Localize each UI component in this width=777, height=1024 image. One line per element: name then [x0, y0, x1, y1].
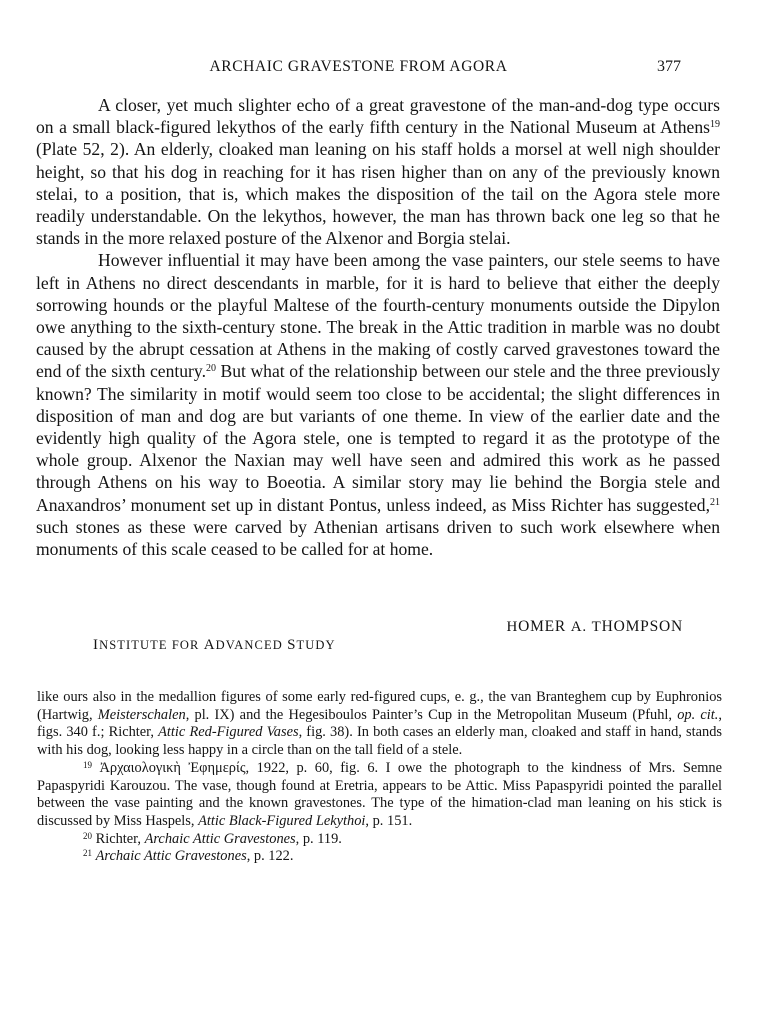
inst-initial-4: S — [287, 637, 297, 653]
footnote-19-text-1: , 1922, p. 60, fig. 6. I owe the photograph to the kindness of Mrs. Semne Papaspyridi Karouzou. The vase, though found at Eretria, appears to be Attic. Miss Papaspyridi pointed the parallel between the vase painting and the known gravestones. The type of the himation-clad man leaning on his stick is discussed by Miss Haspels, — [37, 759, 722, 829]
footnote-19-greek: Ἀρχαιολογικὴ Ἐφημερίς — [99, 759, 246, 776]
footnote-20-number: 20 — [83, 830, 92, 841]
sig-initial-2: A. — [570, 619, 587, 635]
footnote-20-text-2: , p. 119. — [295, 830, 342, 847]
sig-initial-1: H — [506, 619, 519, 635]
footnote-ref-21: 21 — [710, 496, 720, 508]
footnote-21-text-2: , p. 122. — [246, 848, 294, 865]
footnote-21-number: 21 — [83, 848, 92, 859]
footnote-19-text-2: , p. 151. — [365, 812, 413, 829]
inst-rest-4: TUDY — [296, 638, 336, 652]
sig-rest-1: OMER — [518, 618, 567, 635]
footnote-19 — [37, 760, 722, 831]
fn-cont-text-3: , figs. 340 f.; Richter, — [37, 706, 722, 741]
paragraph-2-text-c: such stones as these were carved by Athenian artisans driven to such work elsewhere when monuments of this scale ceased to be called for at home. — [36, 516, 720, 560]
inst-rest-3: DVANCED — [215, 638, 283, 652]
paragraph-2-text-b: But what of the relationship between our stele and the three previously known? The similarity in motif would seem too close to be accidental; the slight differences in disposition of man and dog are but variants of one theme. In view of the earlier date and the evidently high quality of the Agora stele, one is tempted to regard it as the prototype of the whole group. Alxenor the Naxian may well have seen and admired this work as he passed through Athens on his way to Boeotia. A similar story may lie behind the Borgia stele and Anaxandros’ monument set up in distant Pontus, unless indeed, as Miss Richter has suggested, — [36, 361, 720, 515]
footnote-21 — [37, 848, 722, 866]
footnote-ref-19: 19 — [710, 119, 720, 131]
sig-initial-3: T — [591, 619, 602, 635]
inst-rest-1: NSTITUTE — [99, 638, 168, 652]
paragraph-2 — [36, 249, 720, 560]
fn-cont-text-2: , pl. IX) and the Hegesiboulos Painter’s Cup in the Metropolitan Museum (Pfuhl, — [185, 706, 678, 723]
inst-word-2: FOR — [171, 638, 200, 652]
sig-rest-3: HOMPSON — [601, 618, 683, 635]
footnote-20-italic: Archaic Attic Gravestones — [144, 830, 296, 847]
fn-cont-italic-3: Attic Red-Figured Vases — [158, 724, 299, 741]
fn-cont-italic-2: op. cit. — [677, 706, 719, 723]
footnote-19-italic: Attic Black-Figured Lekythoi — [198, 812, 366, 829]
author-signature — [506, 618, 683, 636]
paragraph-2-text-a: However influential it may have been among the vase painters, our stele seems to have left in Athens no direct descendants in marble, for it is hard to believe that either the deeply sorrowing hounds or the playful Maltese of the fourth-century monuments outside the Dipylon owe anything to the sixth-century stone. The break in the Attic tradition in marble was no doubt caused by the abrupt cessation at Athens in the making of costly carved gravestones toward the end of the sixth century. — [36, 250, 720, 382]
paragraph-1-text-a: A closer, yet much slighter echo of a great gravestone of the man-and-dog type occurs on a small black-figured lekythos of the early fifth century in the National Museum at Athens — [36, 95, 720, 138]
inst-initial-1: I — [93, 637, 100, 653]
footnote-20 — [37, 831, 722, 849]
fn-cont-text-4: , fig. 38). In both cases an elderly man, cloaked and staff in hand, stands with his dog, looking less happy in a circle than on the tall field of a stele. — [37, 724, 722, 759]
paragraph-1 — [36, 94, 720, 249]
fn-cont-text-1: like ours also in the medallion figures of some early red-figured cups, e. g., the van Branteghem cup by Euphronios (Hartwig, — [37, 689, 722, 723]
footnote-19-number: 19 — [83, 759, 92, 770]
fn-cont-italic-1: Meisterschalen — [97, 706, 186, 723]
paragraph-1-text-b: (Plate 52, 2). An elderly, cloaked man leaning on his staff holds a morsel at well nigh shoulder height, so that his dog in reaching for it has risen higher than on any of the previously known stelai, to a position, that is, which makes the disposition of the tail on the Agora stele more readily understandable. On the lekythos, however, the man has thrown back one leg so that he stands in the more relaxed posture of the Alxenor and Borgia stelai. — [36, 139, 720, 249]
running-head-title: ARCHAIC GRAVESTONE FROM AGORA — [209, 58, 508, 75]
inst-initial-3: A — [203, 637, 216, 653]
main-text — [36, 94, 720, 560]
running-head — [36, 58, 681, 82]
page-number: 377 — [657, 58, 681, 75]
footnote-continuation — [37, 689, 722, 760]
footnotes — [37, 689, 722, 866]
author-institution — [93, 637, 336, 654]
footnote-21-italic: Archaic Attic Gravestones — [95, 848, 247, 865]
footnote-20-text-1: Richter, — [92, 830, 145, 847]
footnote-ref-20: 20 — [205, 363, 216, 375]
